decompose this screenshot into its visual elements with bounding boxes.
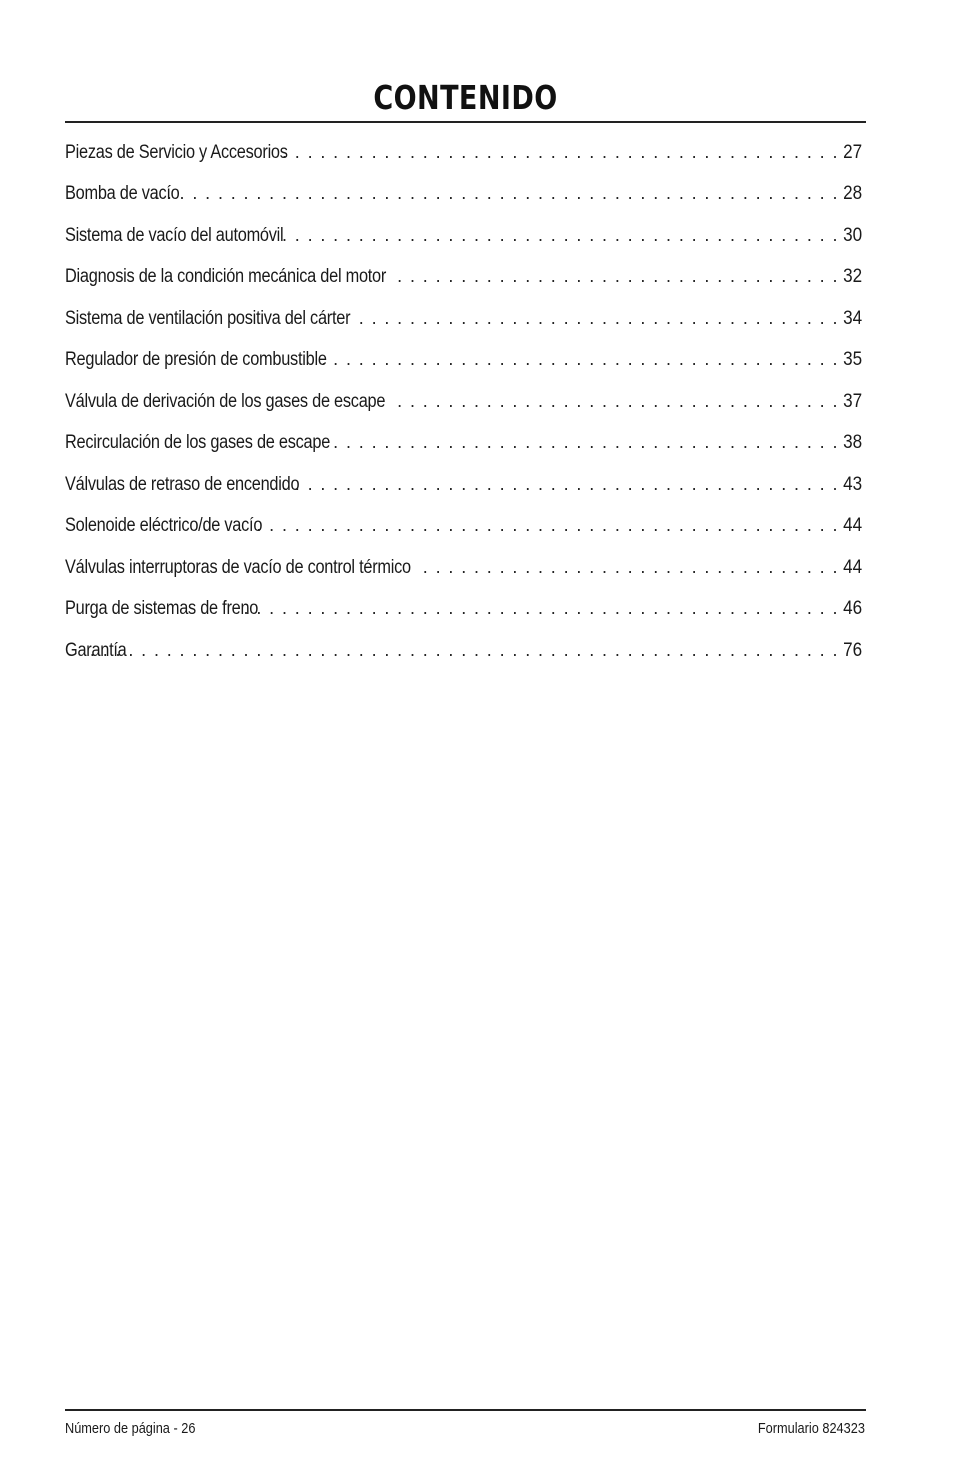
toc-leader-dots <box>152 183 839 205</box>
toc-entry-label: Bomba de vacío <box>65 183 180 205</box>
toc-leader-dots <box>327 432 839 454</box>
toc-entry-page: 46 <box>842 598 862 620</box>
toc-entry-brake-bleeding[interactable] <box>65 589 862 631</box>
toc-entry-vacuum-system[interactable] <box>65 215 862 257</box>
toc-entry-page: 76 <box>842 639 862 661</box>
toc-entry-label: Válvulas interruptoras de vacío de control térmico <box>65 556 411 578</box>
toc-leader-dots <box>323 349 838 371</box>
toc-leader-dots <box>393 266 839 288</box>
toc-entry-page: 28 <box>842 183 862 205</box>
footer-divider <box>65 1409 866 1411</box>
toc-entry-thermal-vacuum-switches[interactable] <box>65 547 862 589</box>
toc-entry-label: Sistema de vacío del automóvil <box>65 224 284 246</box>
toc-entry-label: Recirculación de los gases de escape <box>65 432 331 454</box>
toc-entry-label: Garantía <box>65 639 127 661</box>
toc-entry-page: 44 <box>842 556 862 578</box>
title-divider <box>65 121 866 123</box>
page-title: CONTENIDO <box>373 78 558 117</box>
toc-entry-page: 34 <box>842 307 862 329</box>
toc-leader-dots <box>91 640 839 662</box>
toc-entry-pcv-system[interactable] <box>65 298 862 340</box>
toc-leader-dots <box>278 142 839 164</box>
toc-entry-label: Diagnosis de la condición mecánica del motor <box>65 266 387 288</box>
toc-leader-dots <box>248 515 838 537</box>
toc-entry-page: 30 <box>842 224 862 246</box>
toc-entry-page: 43 <box>842 473 862 495</box>
toc-entry-warranty[interactable] <box>65 630 862 672</box>
toc-entry-page: 27 <box>842 141 862 163</box>
toc-entry-page: 32 <box>842 266 862 288</box>
toc-entry-service-parts[interactable] <box>65 132 862 174</box>
toc-entry-spark-delay-valves[interactable] <box>65 464 862 506</box>
toc-entry-page: 44 <box>842 515 862 537</box>
toc-entry-label: Válvula de derivación de los gases de escape <box>65 390 386 412</box>
toc-leader-dots <box>244 598 839 620</box>
toc-leader-dots <box>273 225 839 247</box>
toc-entry-page: 38 <box>842 432 862 454</box>
toc-leader-dots <box>292 474 839 496</box>
table-of-contents <box>65 132 862 672</box>
toc-entry-label: Regulador de presión de combustible <box>65 349 327 371</box>
toc-entry-wastegate[interactable] <box>65 381 862 423</box>
toc-entry-label: Piezas de Servicio y Accesorios <box>65 141 288 163</box>
page-number: Número de página - 26 <box>65 1420 196 1437</box>
toc-entry-label: Purga de sistemas de freno <box>65 598 259 620</box>
toc-entry-fuel-regulator[interactable] <box>65 340 862 382</box>
toc-entry-engine-diagnosis[interactable] <box>65 257 862 299</box>
toc-entry-label: Sistema de ventilación positiva del cárter <box>65 307 351 329</box>
toc-entry-page: 37 <box>842 390 862 412</box>
toc-leader-dots <box>392 391 839 413</box>
toc-entry-vacuum-pump[interactable] <box>65 174 862 216</box>
toc-leader-dots <box>421 557 839 579</box>
toc-entry-page: 35 <box>842 349 862 371</box>
toc-entry-solenoid[interactable] <box>65 506 862 548</box>
toc-entry-label: Solenoide eléctrico/de vacío <box>65 515 263 537</box>
toc-entry-label: Válvulas de retraso de encendido <box>65 473 300 495</box>
toc-leader-dots <box>351 308 839 330</box>
form-number: Formulario 824323 <box>757 1420 865 1437</box>
toc-entry-egr[interactable] <box>65 423 862 465</box>
